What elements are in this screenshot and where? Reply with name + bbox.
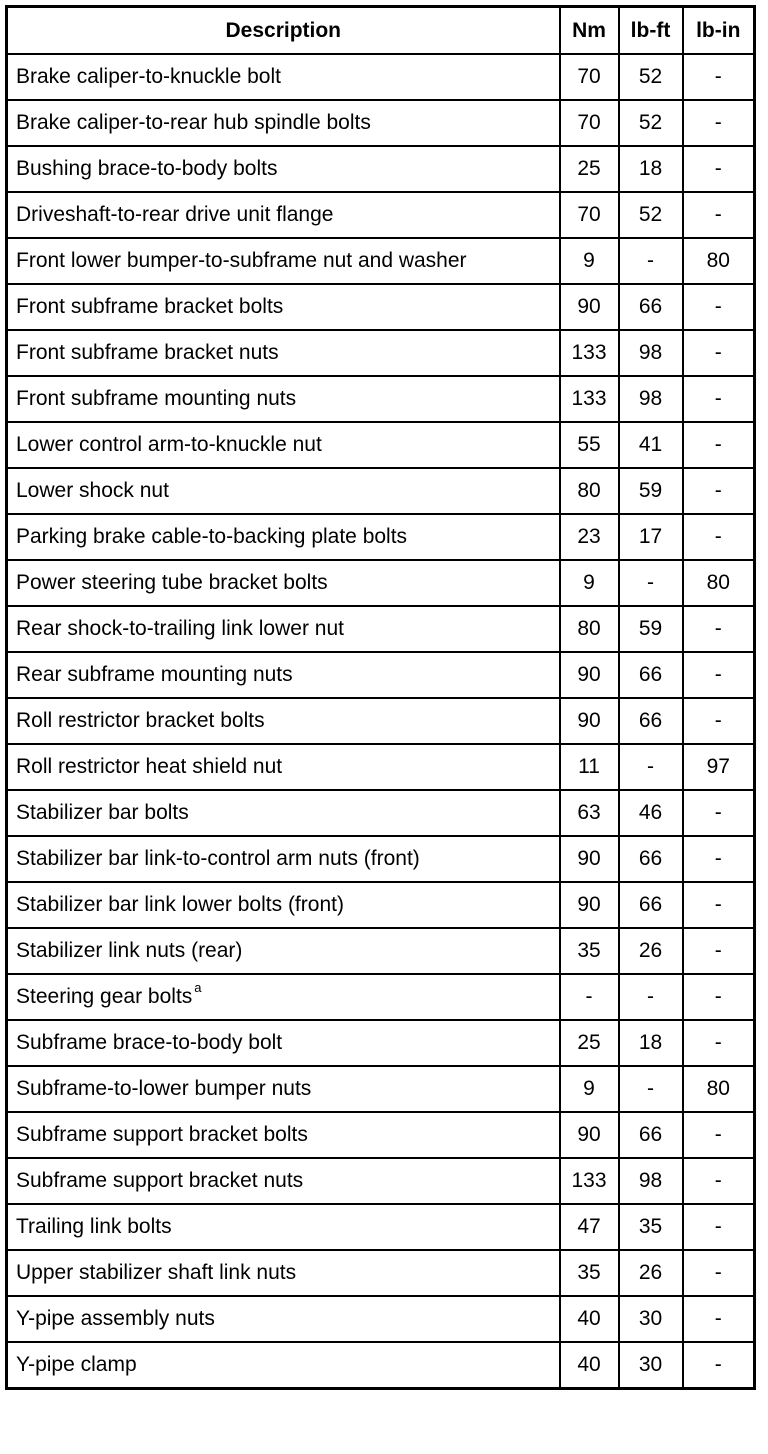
description-text: Roll restrictor bracket bolts xyxy=(16,709,265,732)
cell-lbft: 17 xyxy=(619,514,683,560)
cell-lbin: 80 xyxy=(683,560,755,606)
cell-description xyxy=(7,1020,560,1066)
description-text: Subframe-to-lower bumper nuts xyxy=(16,1077,312,1100)
cell-lbin: - xyxy=(683,514,755,560)
cell-lbft: 66 xyxy=(619,652,683,698)
cell-description xyxy=(7,1342,560,1389)
table-row xyxy=(7,54,755,100)
description-text: Brake caliper-to-knuckle bolt xyxy=(16,65,281,88)
cell-nm: 70 xyxy=(560,100,619,146)
description-text: Front lower bumper-to-subframe nut and washer xyxy=(16,249,467,272)
cell-lbft: 59 xyxy=(619,468,683,514)
header-lbft: lb-ft xyxy=(619,7,683,55)
cell-lbin: - xyxy=(683,1112,755,1158)
table-row xyxy=(7,974,755,1020)
footnote-marker: a xyxy=(194,980,202,995)
cell-lbft: 59 xyxy=(619,606,683,652)
cell-nm: 40 xyxy=(560,1296,619,1342)
cell-lbft: 26 xyxy=(619,928,683,974)
cell-nm: 23 xyxy=(560,514,619,560)
cell-nm: 133 xyxy=(560,330,619,376)
table-row xyxy=(7,882,755,928)
cell-lbft: 46 xyxy=(619,790,683,836)
cell-nm: 80 xyxy=(560,606,619,652)
cell-lbin: - xyxy=(683,1342,755,1389)
cell-description xyxy=(7,974,560,1020)
table-row xyxy=(7,744,755,790)
cell-lbin: - xyxy=(683,928,755,974)
description-text: Rear shock-to-trailing link lower nut xyxy=(16,617,344,640)
cell-lbin: - xyxy=(683,146,755,192)
cell-nm: 63 xyxy=(560,790,619,836)
cell-nm: 35 xyxy=(560,1250,619,1296)
description-text: Brake caliper-to-rear hub spindle bolts xyxy=(16,111,371,134)
cell-nm: 11 xyxy=(560,744,619,790)
header-lbin: lb-in xyxy=(683,7,755,55)
cell-lbin: - xyxy=(683,652,755,698)
cell-lbin: - xyxy=(683,1250,755,1296)
cell-lbft: 35 xyxy=(619,1204,683,1250)
cell-lbin: - xyxy=(683,54,755,100)
cell-lbft: 30 xyxy=(619,1342,683,1389)
cell-nm: 90 xyxy=(560,1112,619,1158)
table-row xyxy=(7,1204,755,1250)
cell-description xyxy=(7,790,560,836)
description-text: Front subframe mounting nuts xyxy=(16,387,297,410)
cell-nm: 47 xyxy=(560,1204,619,1250)
description-text: Rear subframe mounting nuts xyxy=(16,663,293,686)
torque-spec-table xyxy=(5,5,756,1390)
header-row xyxy=(7,7,755,55)
description-text: Upper stabilizer shaft link nuts xyxy=(16,1261,297,1284)
table-row xyxy=(7,698,755,744)
cell-lbft: 52 xyxy=(619,192,683,238)
description-text: Driveshaft-to-rear drive unit flange xyxy=(16,203,334,226)
cell-description xyxy=(7,1066,560,1112)
table-row xyxy=(7,514,755,560)
table-row xyxy=(7,790,755,836)
description-text: Trailing link bolts xyxy=(16,1215,172,1238)
table-row xyxy=(7,468,755,514)
cell-lbin: - xyxy=(683,1020,755,1066)
cell-description xyxy=(7,468,560,514)
cell-lbin: 80 xyxy=(683,238,755,284)
cell-lbin: - xyxy=(683,836,755,882)
cell-nm: 80 xyxy=(560,468,619,514)
cell-lbin: - xyxy=(683,882,755,928)
cell-nm: 133 xyxy=(560,1158,619,1204)
cell-description xyxy=(7,330,560,376)
cell-description xyxy=(7,238,560,284)
cell-lbft: 66 xyxy=(619,1112,683,1158)
cell-nm: 55 xyxy=(560,422,619,468)
cell-description xyxy=(7,192,560,238)
cell-description xyxy=(7,928,560,974)
cell-lbft: 66 xyxy=(619,882,683,928)
cell-lbft: 52 xyxy=(619,54,683,100)
cell-lbin: - xyxy=(683,1296,755,1342)
cell-description xyxy=(7,146,560,192)
table-row xyxy=(7,146,755,192)
cell-lbin: 97 xyxy=(683,744,755,790)
description-text: Roll restrictor heat shield nut xyxy=(16,755,283,778)
cell-description xyxy=(7,1204,560,1250)
table-row xyxy=(7,1020,755,1066)
cell-description xyxy=(7,376,560,422)
cell-description xyxy=(7,836,560,882)
description-text: Y-pipe assembly nuts xyxy=(16,1307,215,1330)
cell-description xyxy=(7,1250,560,1296)
cell-lbin: - xyxy=(683,284,755,330)
table-row xyxy=(7,192,755,238)
description-text: Stabilizer bar link lower bolts (front) xyxy=(16,893,344,916)
table-row xyxy=(7,376,755,422)
cell-lbin: - xyxy=(683,698,755,744)
cell-lbin: - xyxy=(683,330,755,376)
table-row xyxy=(7,836,755,882)
header-nm: Nm xyxy=(560,7,619,55)
cell-lbft: 30 xyxy=(619,1296,683,1342)
description-text: Y-pipe clamp xyxy=(16,1353,137,1376)
cell-lbft: - xyxy=(619,560,683,606)
cell-lbft: - xyxy=(619,1066,683,1112)
cell-description xyxy=(7,100,560,146)
cell-lbin: - xyxy=(683,606,755,652)
description-text: Parking brake cable-to-backing plate bolts xyxy=(16,525,408,548)
cell-nm: 90 xyxy=(560,698,619,744)
description-text: Lower control arm-to-knuckle nut xyxy=(16,433,322,456)
header-description: Description xyxy=(7,7,560,55)
cell-description xyxy=(7,54,560,100)
cell-lbin: - xyxy=(683,974,755,1020)
cell-lbft: 41 xyxy=(619,422,683,468)
table-row xyxy=(7,422,755,468)
table-row xyxy=(7,1296,755,1342)
table-row xyxy=(7,1250,755,1296)
cell-lbft: 66 xyxy=(619,284,683,330)
description-text: Power steering tube bracket bolts xyxy=(16,571,328,594)
cell-nm: 40 xyxy=(560,1342,619,1389)
cell-lbin: - xyxy=(683,422,755,468)
cell-nm: 90 xyxy=(560,652,619,698)
cell-nm: 25 xyxy=(560,1020,619,1066)
table-row xyxy=(7,928,755,974)
cell-nm: 9 xyxy=(560,1066,619,1112)
cell-description xyxy=(7,652,560,698)
cell-description xyxy=(7,284,560,330)
table-row xyxy=(7,238,755,284)
cell-nm: 90 xyxy=(560,284,619,330)
cell-lbft: 52 xyxy=(619,100,683,146)
cell-description xyxy=(7,1296,560,1342)
cell-nm: - xyxy=(560,974,619,1020)
cell-nm: 9 xyxy=(560,560,619,606)
cell-nm: 90 xyxy=(560,882,619,928)
cell-lbft: 66 xyxy=(619,698,683,744)
description-text: Stabilizer link nuts (rear) xyxy=(16,939,243,962)
cell-lbft: 18 xyxy=(619,146,683,192)
cell-lbin: - xyxy=(683,376,755,422)
table-row xyxy=(7,100,755,146)
cell-description xyxy=(7,1112,560,1158)
cell-nm: 90 xyxy=(560,836,619,882)
description-text: Steering gear bolts xyxy=(16,985,193,1008)
description-text: Lower shock nut xyxy=(16,479,169,502)
table-row xyxy=(7,606,755,652)
cell-description xyxy=(7,744,560,790)
cell-nm: 9 xyxy=(560,238,619,284)
cell-lbin: - xyxy=(683,1158,755,1204)
table-row xyxy=(7,330,755,376)
table-body xyxy=(7,54,755,1389)
description-text: Stabilizer bar bolts xyxy=(16,801,189,824)
cell-description xyxy=(7,882,560,928)
cell-lbin: - xyxy=(683,1204,755,1250)
cell-description xyxy=(7,422,560,468)
cell-nm: 70 xyxy=(560,192,619,238)
description-text: Stabilizer bar link-to-control arm nuts (front) xyxy=(16,847,420,870)
cell-lbft: - xyxy=(619,238,683,284)
cell-nm: 25 xyxy=(560,146,619,192)
description-text: Bushing brace-to-body bolts xyxy=(16,157,278,180)
description-text: Subframe brace-to-body bolt xyxy=(16,1031,283,1054)
cell-nm: 133 xyxy=(560,376,619,422)
description-text: Subframe support bracket bolts xyxy=(16,1123,308,1146)
table-row xyxy=(7,284,755,330)
cell-lbin: - xyxy=(683,468,755,514)
description-text: Front subframe bracket bolts xyxy=(16,295,284,318)
description-text: Subframe support bracket nuts xyxy=(16,1169,304,1192)
table-row xyxy=(7,1112,755,1158)
cell-description xyxy=(7,606,560,652)
cell-lbin: 80 xyxy=(683,1066,755,1112)
table-row xyxy=(7,560,755,606)
cell-description xyxy=(7,698,560,744)
table-row xyxy=(7,1066,755,1112)
description-text: Front subframe bracket nuts xyxy=(16,341,279,364)
cell-lbin: - xyxy=(683,192,755,238)
cell-nm: 35 xyxy=(560,928,619,974)
cell-description xyxy=(7,560,560,606)
cell-lbin: - xyxy=(683,790,755,836)
cell-lbft: 98 xyxy=(619,1158,683,1204)
cell-description xyxy=(7,1158,560,1204)
cell-lbft: 98 xyxy=(619,330,683,376)
table-row xyxy=(7,652,755,698)
cell-lbft: 18 xyxy=(619,1020,683,1066)
cell-lbin: - xyxy=(683,100,755,146)
cell-lbft: - xyxy=(619,974,683,1020)
cell-lbft: 26 xyxy=(619,1250,683,1296)
cell-lbft: 66 xyxy=(619,836,683,882)
table-row xyxy=(7,1158,755,1204)
table-row xyxy=(7,1342,755,1389)
cell-nm: 70 xyxy=(560,54,619,100)
cell-lbft: 98 xyxy=(619,376,683,422)
cell-lbft: - xyxy=(619,744,683,790)
cell-description xyxy=(7,514,560,560)
